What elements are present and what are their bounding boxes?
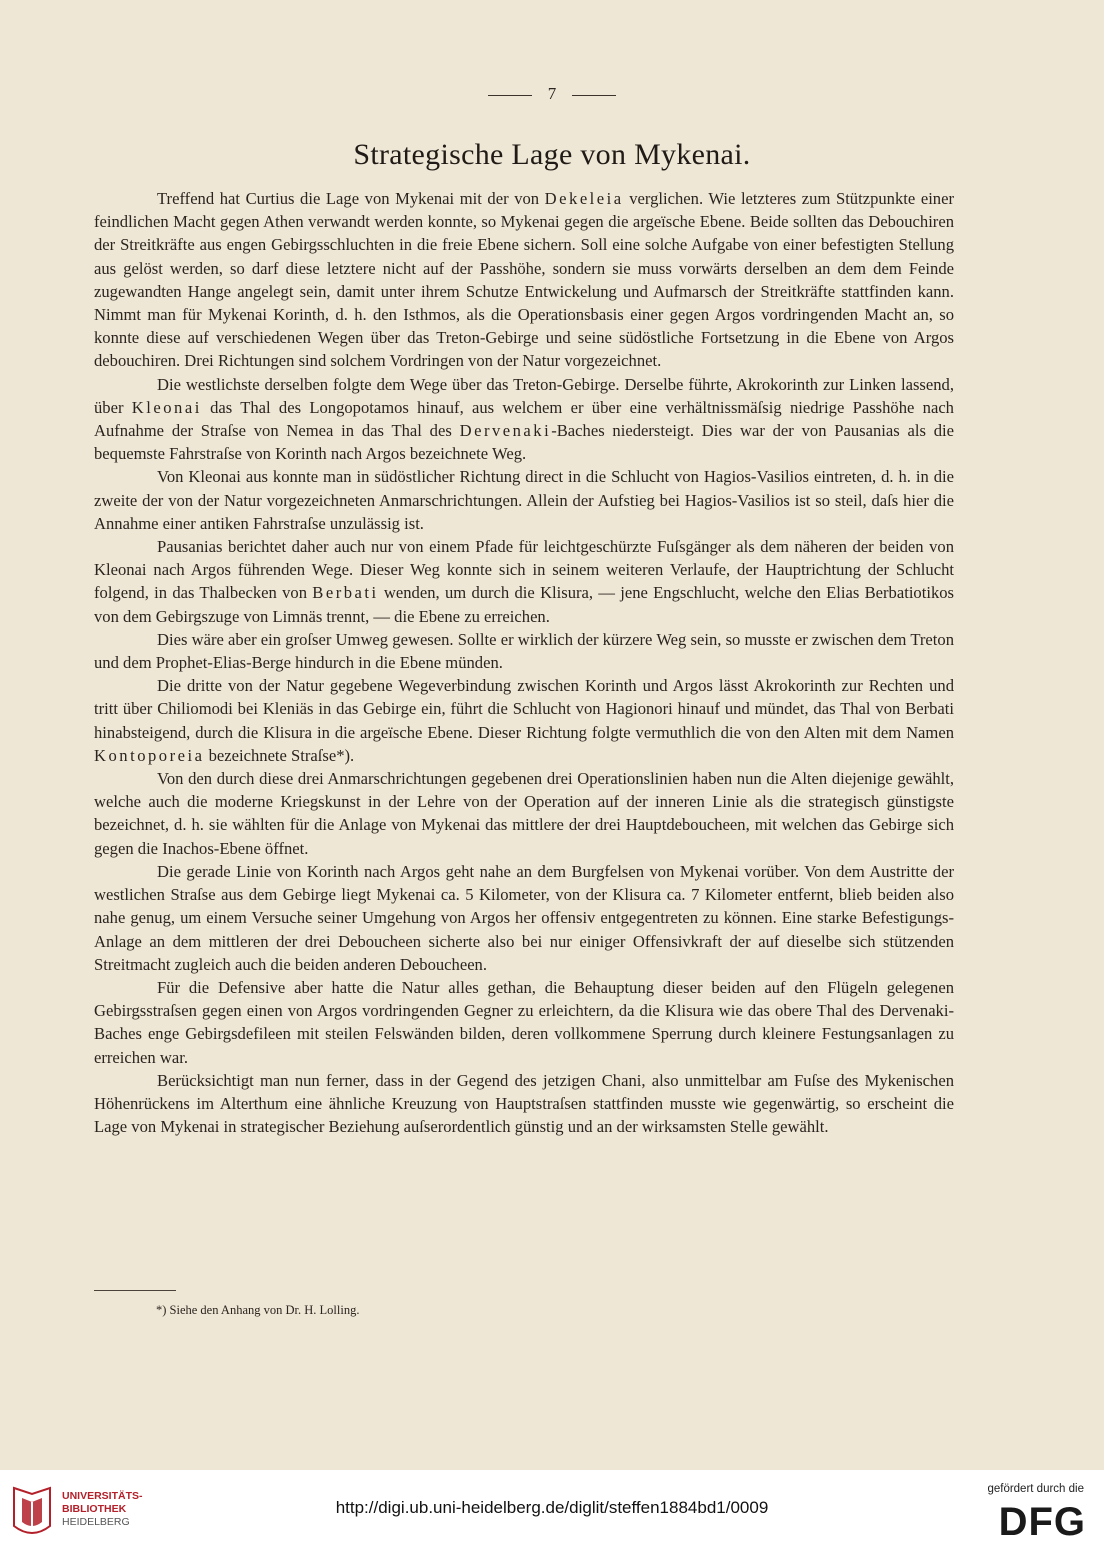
text-run: Pausanias berichtet daher auch nur von einem Pfade für leichtgeschürzte Fuſsgänger als dem näheren der beiden von Kleonai nach Argos führenden Wege. Dieser Weg konnte sich in seinem weiteren Verlaufe, der Hauptrichtung der Schlucht folgend, in das Thalbecken von [94, 537, 954, 603]
paragraph [94, 535, 954, 628]
page-number-rule-left [488, 95, 532, 96]
text-run: Treffend hat Curtius die Lage von Mykenai mit der von [157, 189, 545, 208]
footnote-rule [94, 1290, 176, 1291]
text-run: wenden, um durch die Klisura, — jene Engschlucht, welche den Elias Berbatiotikos von dem Gebirgszuge von Limnäs trennt, — die Ebene zu erreichen. [94, 583, 955, 626]
spaced-name: Berbati [312, 583, 379, 603]
text-run: -Baches niedersteigt. Dies war der von Pausanias als die bequemste Fahrstraſse von Korinth nach Argos bezeichnete Weg. [94, 421, 954, 464]
spaced-name: Dervenaki [459, 421, 552, 441]
paragraph [94, 465, 954, 535]
paragraph [94, 767, 954, 860]
library-name-line: BIBLIOTHEK [62, 1503, 127, 1515]
text-run: verglichen. Wie letzteres zum Stützpunkte einer feindlichen Macht gegen Athen verwandt werden konnte, so Mykenai gegen die argeïsche Ebene. Beide sollten das Debouchiren der Streitkräfte aus engen Gebirgsschluchten in die freie Ebene sichern. Soll eine solche Aufgabe von einer befestigten Stellung aus gelöst werden, so darf diese letztere nicht auf der Passhöhe, sondern sie muss vorwärts derselben an dem dem Feinde zugewandten Hange angelegt sein, damit unter ihrem Schutze Entwickelung und Aufmarsch der Streitkräfte stattfinden kann. Nimmt man für Mykenai Korinth, d. h. den Isthmos, als die Operationsbasis einer gegen Argos vordringenden Macht an, so konnte diese auf verschiedenen Wegen über das Treton-Gebirge und seine südöstliche Fortsetzung in die Ebene von Argos debouchiren. Drei Richtungen sind solchem Vordringen von der Natur vorgezeichnet. [94, 189, 954, 371]
text-run: Für die Defensive aber hatte die Natur alles gethan, die Behauptung dieser beiden auf den Flügeln gelegenen Gebirgsstraſsen gegen einen von Argos vordringenden Gegner zu erleichtern, da die Klisura wie das obere Thal des Dervenaki-Baches enge Gebirgsdefileen mit steilen Felswänden bilden, deren vollkommene Sperrung durch kleinere Festungsanlagen zu erreichen war. [94, 977, 954, 1067]
footnote: *) Siehe den Anhang von Dr. H. Lolling. [156, 1303, 360, 1317]
dfg-logo: DFG [998, 1500, 1086, 1544]
page-number-rule-right [572, 95, 616, 96]
paragraph [94, 1069, 954, 1139]
page-number [0, 84, 1104, 104]
paragraph [94, 187, 954, 373]
page-number-value: 7 [547, 84, 557, 103]
paragraph [94, 976, 954, 1069]
text-run: Die westlichste derselben folgte dem Wege über das Treton-Gebirge. Derselbe führte, Akrokorinth zur Linken lassend, über [94, 374, 954, 417]
text-run: bezeichnete Straſse*). [204, 745, 355, 765]
paragraph [94, 628, 954, 674]
text-run: Die gerade Linie von Korinth nach Argos geht nahe an dem Burgfelsen von Mykenai vorüber. Von dem Austritte der westlichen Straſse aus dem Gebirge liegt Mykenai ca. 5 Kilometer, von der Klisura ca. 7 Kilometer entfernt, blieb beiden also nahe genug, um einem Versuche seiner Umgehung von Argos her offensiv entgegentreten zu können. Eine starke Befestigungs-Anlage an dem mittleren der drei Deboucheen sicherte also bei nur einiger Offensivkraft der auf dieselbe sich stützenden Streitmacht zugleich auch die beiden anderen Deboucheen. [94, 861, 954, 974]
library-name-line: UNIVERSITÄTS- [62, 1490, 143, 1502]
body-text [94, 187, 954, 1138]
paragraph [94, 373, 954, 466]
document-url-link[interactable]: http://digi.ub.uni-heidelberg.de/diglit/steffen1884bd1/0009 [335, 1498, 769, 1517]
text-run: das Thal des Longopotamos hinauf, aus welchem er über eine verhältnissmäſsig niedrige Passhöhe nach Aufnahme der Straſse von Nemea in das Thal des [94, 397, 954, 441]
spaced-name: Kleonai [131, 397, 202, 417]
viewer-footer [0, 1470, 1104, 1553]
paragraph [94, 674, 954, 767]
spaced-name: Kontoporeia [94, 745, 205, 765]
text-run: Berücksichtigt man nun ferner, dass in der Gegend des jetzigen Chani, also unmittelbar am Fuſse des Mykenischen Höhenrückens im Alterthum eine ähnliche Kreuzung von Hauptstraſsen stattfinden musste wie gegenwärtig, so erscheint die Lage von Mykenai in strategischer Beziehung auſserordentlich günstig und an der wirksamsten Stelle gewählt. [94, 1070, 954, 1137]
library-city: HEIDELBERG [62, 1516, 130, 1528]
spaced-name: Dekeleia [544, 189, 624, 208]
page-title: Strategische Lage von Mykenai. [353, 138, 751, 171]
funded-by-label: gefördert durch die [987, 1483, 1084, 1495]
paragraph [94, 860, 954, 976]
text-run: Von den durch diese drei Anmarschrichtungen gegebenen drei Operationslinien haben nun die Alten diejenige gewählt, welche auch die moderne Kriegskunst in der Lehre von der Operation auf der inneren Linie als die strategisch günstigste bezeichnet, d. h. sie wählten für die Anlage von Mykenai das mittlere der drei Hauptdeboucheen, mit welchen das Gebirge sich gegen die Inachos-Ebene öffnet. [94, 769, 954, 858]
text-run: Dies wäre aber ein groſser Umweg gewesen. Sollte er wirklich der kürzere Weg sein, so musste er zwischen dem Treton und dem Prophet-Elias-Berge hindurch in die Ebene münden. [94, 629, 954, 673]
text-run: Die dritte von der Natur gegebene Wegeverbindung zwischen Korinth und Argos lässt Akrokorinth zur Rechten und tritt über Chiliomodi bei Kleniäs in das Gebirge ein, führt die Schlucht von Hagionori hinauf und mündet, das Thal von Berbati hinabsteigend, durch die Klisura in die argeïsche Ebene. Dieser Richtung folgte vermuthlich die von den Alten mit dem Namen [94, 676, 954, 742]
text-run: Von Kleonai aus konnte man in südöstlicher Richtung direct in die Schlucht von Hagios-Vasilios eintreten, d. h. in die zweite der von der Natur vorgezeichneten Anmarschrichtungen. Allein der Aufstieg bei Hagios-Vasilios ist so steil, daſs hier die Annahme einer antiken Fahrstraſse unzulässig ist. [94, 467, 954, 533]
